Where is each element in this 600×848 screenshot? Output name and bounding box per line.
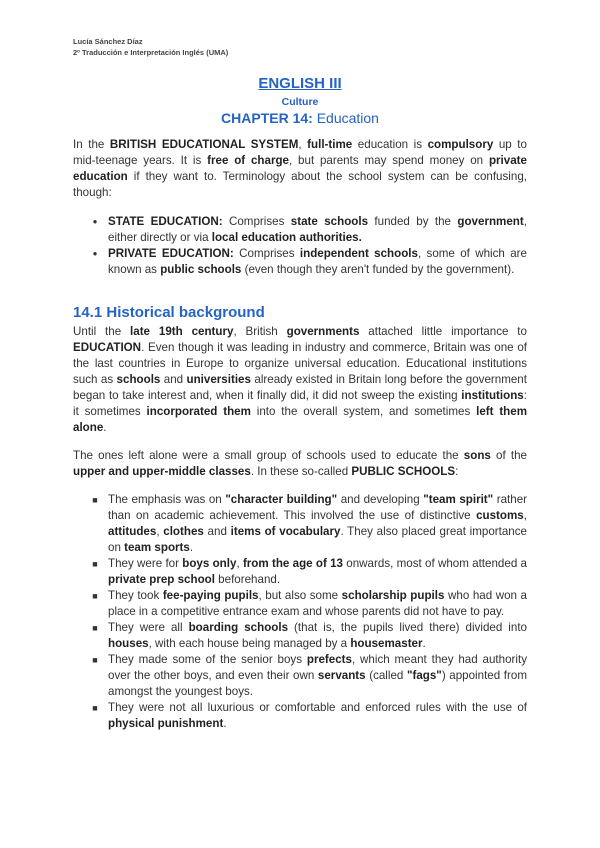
bullet-icon: ■ [92, 591, 98, 601]
bold-term: from the age of 13 [242, 557, 344, 570]
bold-term: "team spirit" [423, 493, 494, 506]
bold-term: houses [108, 637, 149, 650]
list-item [73, 588, 527, 620]
bold-term: public schools [160, 263, 242, 276]
text-run: . [223, 717, 227, 730]
bullet-icon: ■ [92, 495, 98, 505]
bold-term: incorporated them [146, 405, 251, 418]
bold-term: full-time [307, 138, 353, 151]
title-block [0, 74, 600, 127]
list-item [73, 492, 527, 556]
bold-term: upper and upper-middle classes [73, 465, 251, 478]
text-run: of the [490, 449, 527, 462]
bold-term: "character building" [225, 493, 338, 506]
chapter-label: CHAPTER 14: [221, 110, 313, 126]
bold-term: customs [476, 509, 524, 522]
bold-term: private prep school [108, 573, 215, 586]
bold-term: governments [286, 325, 360, 338]
bold-term: left them alone [73, 405, 528, 434]
chapter-heading [0, 109, 600, 127]
text-run: . In these so-called [250, 465, 352, 478]
text-run: who had won a place in a competitive entrance exam and whose parents did not have to pay. [108, 589, 527, 618]
text-run: They were for [108, 557, 183, 570]
bold-term: housemaster [350, 637, 423, 650]
text-run: and [160, 373, 187, 386]
course-name: 2º Traducción e Interpretación Inglés (UMA) [73, 48, 229, 57]
bold-term: items of vocabulary [230, 525, 341, 538]
bold-term: "fags" [406, 669, 442, 682]
text-run: The emphasis was on [108, 493, 226, 506]
document-title: ENGLISH III [258, 75, 342, 92]
bold-term: boarding schools [188, 621, 289, 634]
text-run: . [189, 541, 194, 554]
author-name: Lucía Sánchez Díaz [73, 37, 143, 46]
bullet-icon: ■ [92, 703, 98, 713]
text-run: funded by the [368, 215, 458, 228]
bold-term: clothes [163, 525, 204, 538]
text-run: , but parents may spend money on [289, 154, 489, 167]
bold-term: servants [317, 669, 366, 682]
document-subtitle: Culture [281, 96, 319, 108]
education-types-list [73, 214, 527, 278]
history-block [73, 324, 527, 732]
intro-paragraph [73, 137, 527, 201]
bold-term: physical punishment [108, 717, 224, 730]
text-run: (that is, the pupils lived there) divided into [288, 621, 528, 634]
page-header [73, 36, 228, 58]
text-run: The ones left alone were a small group of schools used to educate the [73, 449, 464, 462]
list-item [73, 214, 527, 246]
text-run: Until the [73, 325, 131, 338]
bullet-icon: ■ [92, 655, 98, 665]
text-run: They were all [108, 621, 189, 634]
text-run: Comprises [222, 215, 291, 228]
bold-term: universities [186, 373, 251, 386]
bold-term: PUBLIC SCHOOLS [351, 465, 456, 478]
section-heading: 14.1 Historical background [73, 304, 265, 321]
text-run: attached little importance to [359, 325, 527, 338]
text-run: up to mid-teenage years. It is [73, 138, 527, 167]
intro-block [73, 137, 527, 278]
text-run: In the [73, 138, 110, 151]
list-item [73, 700, 527, 732]
text-run: . [422, 637, 426, 650]
text-run: They were not all luxurious or comfortable and enforced rules with the use of [108, 701, 527, 714]
bullet-icon: ● [92, 217, 98, 226]
text-run: . [103, 421, 107, 434]
bold-term: attitudes [108, 525, 157, 538]
text-run: if they want to. Terminology about the school system can be confusing, though: [73, 170, 527, 199]
bold-term: schools [116, 373, 161, 386]
text-run: Comprises [233, 247, 300, 260]
bold-term: scholarship pupils [341, 589, 445, 602]
bold-term: free of charge [207, 154, 289, 167]
public-schools-list [73, 492, 527, 732]
text-run: , [298, 138, 308, 151]
text-run: . They also placed great importance on [108, 525, 527, 554]
text-run: into the overall system, and sometimes [250, 405, 477, 418]
text-run: ) appointed from amongst the youngest boys. [108, 669, 527, 698]
bold-term: state schools [290, 215, 369, 228]
text-run: , with each house being managed by a [148, 637, 351, 650]
bold-term: local education authorities. [211, 231, 362, 244]
bold-term: government [457, 215, 524, 228]
bullet-icon: ■ [92, 559, 98, 569]
list-item [73, 246, 527, 278]
list-item [73, 556, 527, 588]
list-item [73, 620, 527, 652]
text-run: (called [365, 669, 407, 682]
chapter-name: Education [312, 110, 379, 126]
bold-term: team sports [124, 541, 190, 554]
history-paragraph [73, 324, 527, 436]
text-run: : [455, 465, 459, 478]
text-run: , some of which are known as [108, 247, 527, 276]
text-run: : it sometimes [73, 389, 527, 418]
text-run: and [203, 525, 231, 538]
text-run: education is [352, 138, 428, 151]
bullet-icon: ● [92, 249, 98, 258]
bold-term: late 19th century [130, 325, 234, 338]
bold-term: sons [463, 449, 491, 462]
text-run: (even though they aren't funded by the government). [241, 263, 515, 276]
bullet-icon: ■ [92, 623, 98, 633]
bold-term: PRIVATE EDUCATION: [108, 247, 234, 260]
bold-term: BRITISH EDUCATIONAL SYSTEM [109, 138, 299, 151]
text-run: , [156, 525, 164, 538]
bold-term: institutions [461, 389, 524, 402]
bold-term: independent schools [299, 247, 418, 260]
public-schools-paragraph [73, 448, 527, 480]
text-run: already existed in Britain long before the government began to take interest and, when it finally did, it did not sweep the existing [73, 373, 527, 402]
bold-term: EDUCATION [73, 341, 142, 354]
text-run: , British [233, 325, 287, 338]
text-run: They took [108, 589, 163, 602]
bold-term: STATE EDUCATION: [108, 215, 223, 228]
bold-term: private education [73, 154, 527, 183]
text-run: and developing [337, 493, 424, 506]
text-run: rather than on academic achievement. This involved the use of distinctive [108, 493, 528, 522]
text-run: They made some of the senior boys [108, 653, 307, 666]
text-run: . Even though it was leading in industry and commerce, Britain was one of the last countries in Europe to organize universal education. Educational institutions such as [73, 341, 527, 386]
bold-term: boys only [182, 557, 237, 570]
list-item [73, 652, 527, 700]
text-run: , which meant they had authority over the other boys, and even their own [108, 653, 527, 682]
bold-term: compulsory [427, 138, 494, 151]
text-run: , [236, 557, 243, 570]
bold-term: fee-paying pupils [162, 589, 259, 602]
bold-term: prefects [306, 653, 352, 666]
text-run: , [523, 509, 527, 522]
text-run: , but also some [258, 589, 342, 602]
text-run: , either directly or via [108, 215, 527, 244]
text-run: beforehand. [214, 573, 281, 586]
text-run: onwards, most of whom attended a [343, 557, 527, 570]
